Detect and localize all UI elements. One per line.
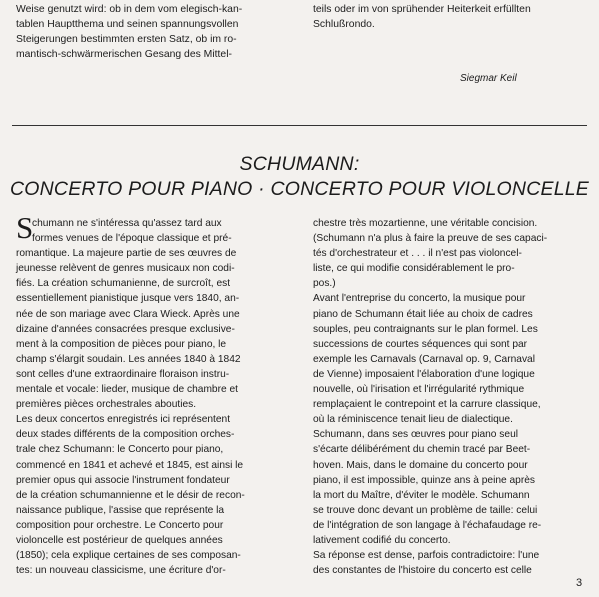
text-line: Steigerungen bestimmten ersten Satz, ob im ro- [16,34,237,45]
text-line: jeunesse relèvent de genres musicaux non codi- [16,263,235,275]
text-line: premier opus qui associe l'instrument fondateur [16,474,230,486]
text-line: chumann ne s'intéressa qu'assez tard aux [32,218,222,229]
german-text-left-column [16,2,292,62]
text-line: (Schumann n'a plus à faire la preuve de ses capaci- [313,233,548,245]
text-line: piano, il est impossible, quinze ans à peine après [313,474,535,486]
text-line: de l'intégration de son langage à l'échafaudage re- [313,519,542,531]
text-line: successions de courtes séquences qui sont par [313,338,528,350]
text-line: exemple les Carnavals (Carnaval op. 9, Carnaval [313,353,535,365]
text-line: s'écarte délibérément du chemin tracé par Beet- [313,444,531,456]
text-line: souples, peu contraignants sur le plan formel. Les [313,323,538,335]
text-line: hoven. Mais, dans le domaine du concerto pour [313,459,528,471]
text-line: pos.) [313,278,336,290]
text-line: tablen Hauptthema und seinen spannungsvollen [16,19,239,30]
text-line: (1850); cela explique certaines de ses composan- [16,550,241,562]
text-line: Sa réponse est dense, parfois contradictoire: l'une [313,550,540,562]
french-text-left-column [16,216,298,578]
text-line: essentiellement pianistique jusque vers 1840, an- [16,293,240,305]
drop-cap: S [16,210,34,245]
text-line: la mort du Maître, d'éviter le modèle. Schumann [313,489,530,501]
text-line: champ s'élargit soudain. Les années 1840 à 1842 [16,353,241,365]
text-line: piano de Schumann était liée au choix de cadres [313,308,533,320]
text-line: se trouve donc devant un problème de taille: celui [313,504,538,516]
page-number: 3 [576,577,583,589]
section-title-composer: SCHUMANN: [239,153,360,175]
text-line: premières pièces orchestrales abouties. [16,399,197,411]
text-line: mentale et vocale: lieder, musique de chambre et [16,384,238,396]
text-line: Weise genutzt wird: ob in dem vom elegisch-kan- [16,4,243,15]
german-text-right-column [313,2,583,32]
text-line: tes: un nouveau classicisme, une écriture d'or- [16,565,226,577]
text-line: composition pour orchestre. Le Concerto pour [16,519,224,531]
text-line: deux stades différents de la composition orches- [16,429,235,441]
text-line: teils oder im von sprühender Heiterkeit erfüllten [313,4,531,15]
text-line: ment à la composition de pièces pour piano, le [16,338,227,350]
text-line: des constantes de l'histoire du concerto est celle [313,565,532,577]
text-line: fiés. La création schumanienne, de surcroît, est [16,278,231,290]
text-line: Schumann, dans ses œuvres pour piano seul [313,429,518,441]
text-line: où la réminiscence tenait lieu de dialectique. [313,414,513,426]
text-line: dizaine d'années consacrées presque exclusive- [16,323,235,335]
text-line: sont celles d'une extraordinaire floraison instru- [16,368,230,380]
text-line: trale chez Schumann: le Concerto pour piano, [16,444,224,456]
text-line: violoncelle est postérieur de quelques années [16,534,223,546]
text-line: lativement codifié du concerto. [313,534,451,546]
text-line: commencé en 1841 et achevé et 1845, est ainsi le [16,459,244,471]
text-line: Schlußrondo. [313,19,375,30]
section-divider [12,125,587,126]
text-line: romantique. La majeure partie de ses œuvres de [16,248,237,260]
text-line: tés d'orchestrateur et . . . il n'est pas violoncel- [313,248,522,260]
text-line: nouvelle, où l'irisation et l'irrégularité rythmique [313,384,525,396]
text-line: chestre très mozartienne, une véritable concision. [313,218,538,229]
text-line: formes venues de l'époque classique et pré- [32,233,232,245]
text-line: mantisch-schwärmerischen Gesang des Mittel- [16,49,232,60]
text-line: liste, ce qui modifie considérablement le pro- [313,263,515,275]
text-line: naissance publique, l'assise que représente la [16,504,225,516]
text-line: de Vienne) imposaient l'élaboration d'une logique [313,368,535,380]
author-signature: Siegmar Keil [460,73,517,84]
text-line: remplaçaient le contrepoint et la carrure classique, [313,399,541,411]
text-line: née de son mariage avec Clara Wieck. Après une [16,308,240,320]
section-title-works: CONCERTO POUR PIANO · CONCERTO POUR VIOLONCELLE [10,178,589,200]
text-line: Avant l'entreprise du concerto, la musique pour [313,293,526,305]
french-text-right-column [313,216,589,578]
text-line: Les deux concertos enregistrés ici représentent [16,414,231,426]
text-line: de la création schumannienne et le désir de recon- [16,489,245,501]
